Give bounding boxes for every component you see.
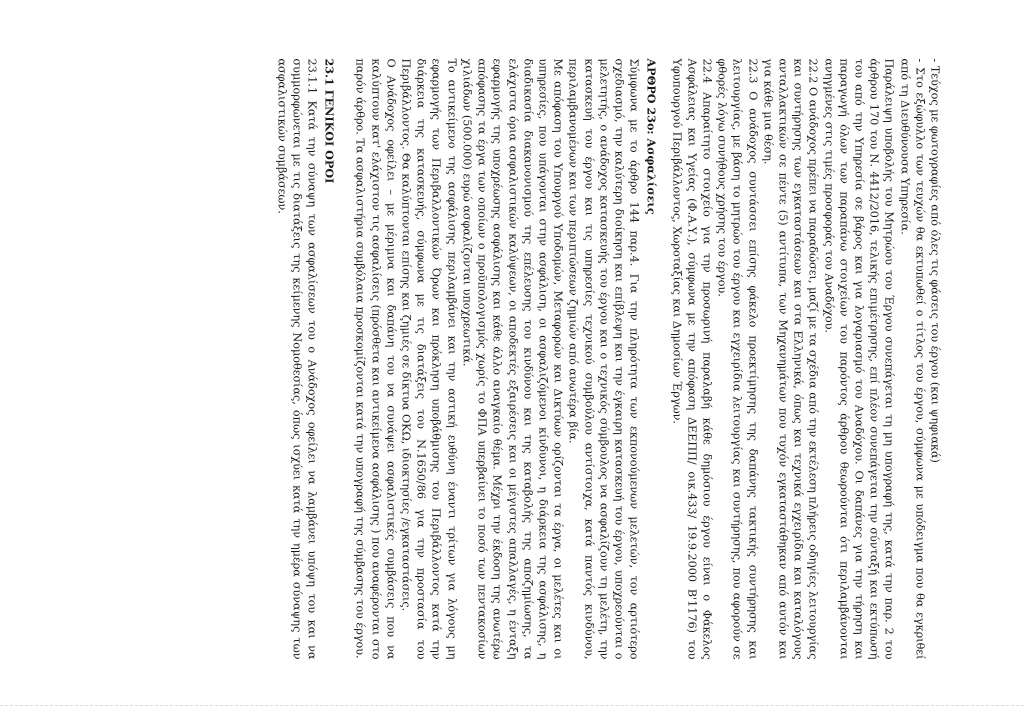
paragraph-article-144: Σύμφωνα με το άρθρο 144 παρ.4. Για την πληρότητα των εκπονούμενων μελετών, τον αρτιότερο σχεδιασμό, την καλύτερη διοίκηση και επίβλεψη και την έγκαιρη κατασκευή του έργου, υποχρεούνται ο μελετητής, ο ανάδοχος κατασκευής του έργου και ο τεχνικός σύμβουλος να ασφαλίζουν τη μελέτη, την κατασκευή του έργου και τις υπηρεσίες τεχνικού συμβούλου αντίστοιχα, κατά παντός κινδύνου, περιλαμβανομένων και των περιπτώσεων ζημιών από ανωτέρα βία. [566,58,641,659]
paragraph-23-1-1: 23.1.1 Κατά την σύναψη των ασφαλίσεων του ο Ανάδοχος οφείλει να λαμβάνει υπόψη του και να συμμορφώνεται με τις διατάξεις της κείμενης Νομοθεσίας, όπως ισχύει κατά την ημέρα σύναψης των ασφαλιστικών συμβάσεων. [274,58,319,659]
paragraph-22-2: 22.2 Ο ανάδοχος πρέπει να παραδώσει, μαζί με τα σχέδια από την εκτέλεση πλήρεις οδηγίες λειτουργίας και συντήρησης των εγκαταστάσεων και στα Ελληνικά, όπως και τεχνικά εγχειρίδια και καταλόγους ανταλλακτικών σε πέντε (5) αντίτυπα, των Μηχανημάτων που τυχόν εγκαταστάθηκαν από αυτόν και για κάθε μια θέση. [760,58,820,659]
article-23-heading: ΑΡΘΡΟ 23ο: Ασφαλίσεις [644,58,659,215]
paragraph-contractor-obligation: Ο Ανάδοχος οφείλει – με μέριμνα και δαπάνη του να συνάψει ασφαλιστικές συμβάσεις που να καλύπτουν κατ' ελάχιστον τις ασφαλίσεις (πρόσθετα και αντικείμενα ασφάλισης ) που αναφέρονται στο παρόν άρθρο. Τα ασφαλιστήρια συμβόλαια προσκομίζονται κατά την υπογραφή της σύμβασης του έργου. [353,58,397,659]
paragraph-22-3: 22.3 Ο ανάδοχος συντάσσει επίσης φάκελο προεκτίμησης της δαπάνης τακτικής συντήρησης και λειτουργίας, με βάση το μητρώο του έργου και εγχειρίδια λειτουργίας και συντήρησης, που αφορούν σε φθορές λόγω συνήθους χρήσης του έργου. [715,58,759,659]
paragraph-22-4: 22.4 Απαραίτητο στοιχείο για την προσωρινή παραλαβή κάθε δημόσιου έργου είναι ο Φάκελος Ασφάλειας και Υγείας (Φ.Α.Υ.), σύμφωνα με την απόφαση ΔΕΕΠΠ/ οικ.433/ 19.9.2000 Β'1176) του Υφυπουργού Περιβάλλοντος, Χωροταξίας και Δημοσίων Έργων. [669,58,713,659]
paragraph-ministerial-decision: Με απόφαση του Υπουργού Υποδομών, Μεταφορών και Δικτύων ορίζονται τα έργα, οι μελέτες και οι υπηρεσίες, που υπάγονται στην ασφάλιση, οι ασφαλιζόμενοι κίνδυνοι, η διάρκεια της ασφάλισης, η διαδικασία διακανονισμού της επέλευσης του κινδύνου και της καταβολής της αποζημίωσης, τα ελάχιστα όρια ασφαλιστικών καλύψεων, οι αποδεκτές εξαιρέσεις και οι μέγιστες απαλλαγές, η ένταξη εφαρμογής της υποχρέωσης ασφάλισης και κάθε άλλο αναγκαίο θέμα. Μέχρι την έκδοση της ανωτέρω απόφασης τα έργα των οποίων ο προϋπολογισμός χωρίς το ΦΠΑ υπερβαίνει το ποσό των πεντακοσίων χιλιάδων (500.000) ευρώ ασφαλίζονται υποχρεωτικά. [459,58,565,659]
paragraph-registry: Παράλειψη υποβολής του Μητρώου του Έργου συνεπάγεται τη μη υπογραφή της, κατά την παρ. 2 του άρθρου 170 του Ν. 4412/2016, τελικής επιμέτρησης, επί πλέον συνεπάγεται την σύνταξή και εκτύπωσή του από την Υπηρεσία σε βάρος και για λογαριασμό του Αναδόχου. Οι δαπάνες για την τήρηση και παραγωγή όλων των παραπάνω στοιχείων του παρόντος άρθρου θεωρούνται ότι περιλαμβάνονται ανηγμένες στις τιμές προσφοράς του Αναδόχου. [821,58,896,659]
scan-edge-line [0,705,1024,707]
paragraph-cover: - Στο εξώφυλλο των τευχών θα εκτυπωθεί ο τίτλος του έργου, σύμφωνα με υπόδειγμα που θα εγκριθεί από τη Διευθύνουσα Υπηρεσία. [897,58,926,659]
section-23-1-heading: 23.1 ΓΕΝΙΚΟΙ ΟΡΟΙ [322,58,337,183]
paragraph-insurance-scope: Το αντικείμενο της ασφάλισης περιλαμβάνει και την αστική ευθύνη έναντι τρίτων για λόγους μη εφαρμογής των Περιβαλλοντικών Όρων και πρόκληση υποβάθμισης του Περιβάλλοντος κατά την διάρκεια της κατασκευής, σύμφωνα με τις διατάξεις του Ν.1650/86 για την προστασία του Περιβάλλοντος. Θα καλύπτονται επίσης και ζημιές σε δίκτυα ΟΚΩ, ιδιοκτησίες /εγκαταστάσεις. [399,58,458,659]
paragraph-photos: - Τεύχος με φωτογραφίες από όλες τις φάσεις του έργου (και ψηφιακά) [928,58,941,463]
